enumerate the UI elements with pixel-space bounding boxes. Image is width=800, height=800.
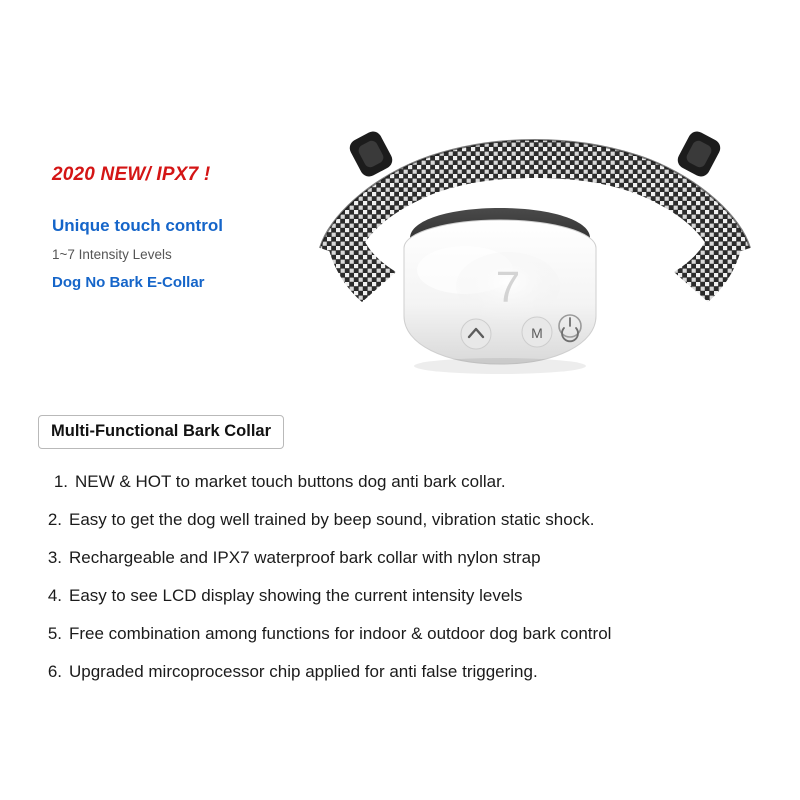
list-item-text: Free combination among functions for indoor & outdoor dog bark control — [69, 624, 612, 644]
list-item-text: Upgraded mircoprocessor chip applied for anti false triggering. — [69, 662, 538, 682]
list-item — [38, 624, 762, 644]
headline-sub-touch-control: Unique touch control — [52, 216, 223, 235]
list-item-text: Easy to get the dog well trained by beep sound, vibration static shock. — [69, 510, 595, 530]
list-item-number: 5. — [47, 624, 62, 644]
list-item-text: NEW & HOT to market touch buttons dog anti bark collar. — [75, 472, 506, 491]
list-item — [38, 548, 762, 568]
button-up[interactable] — [461, 319, 491, 349]
list-item — [38, 586, 762, 606]
strap-tail-left — [328, 240, 396, 302]
headline-main: 2020 NEW/ IPX7 ! — [52, 164, 211, 185]
section-badge: Multi-Functional Bark Collar — [38, 415, 284, 449]
bark-collar-illustration — [300, 120, 770, 390]
strap-buckle-left — [347, 128, 396, 179]
list-item-number: 2. — [47, 510, 62, 530]
list-item — [38, 472, 762, 492]
list-item — [38, 510, 762, 530]
list-item-number: 4. — [47, 586, 62, 606]
list-item-number: 6. — [47, 662, 62, 682]
lcd-display — [456, 252, 560, 320]
list-item-number: 3. — [47, 548, 62, 568]
headline-sub-intensity-levels: 1~7 Intensity Levels — [52, 247, 172, 262]
button-mode-label: M — [531, 325, 543, 341]
product-photo — [300, 120, 770, 390]
list-item — [38, 662, 762, 682]
strap-tail-right — [674, 240, 742, 302]
headline-sub-product-name: Dog No Bark E-Collar — [52, 274, 205, 291]
lcd-value: 7 — [495, 263, 521, 312]
button-mode[interactable] — [522, 317, 552, 347]
list-item-number: 1. — [53, 472, 68, 491]
list-item-text: Rechargeable and IPX7 waterproof bark collar with nylon strap — [69, 548, 541, 568]
strap-buckle-right — [675, 128, 724, 179]
list-item-text: Easy to see LCD display showing the current intensity levels — [69, 586, 523, 606]
headline-block — [52, 164, 322, 291]
feature-list — [38, 472, 762, 700]
